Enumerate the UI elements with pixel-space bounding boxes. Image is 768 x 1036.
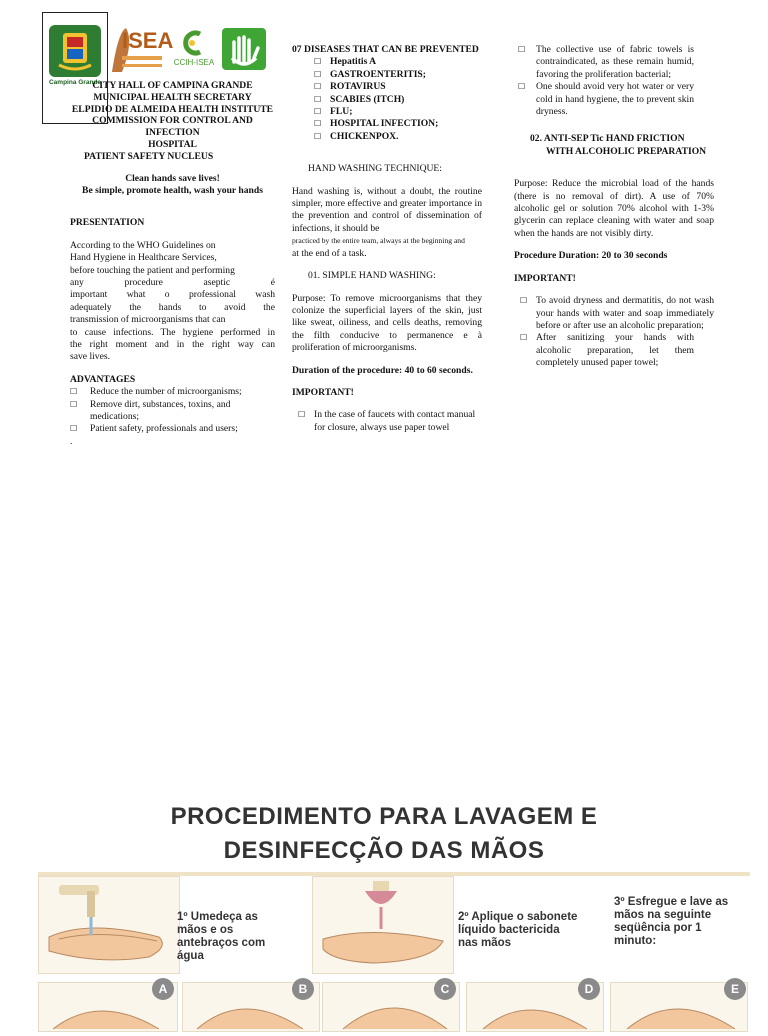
text-line: to cause infections. The hygiene performed in (70, 326, 275, 338)
antisep-purpose: Purpose: Reduce the microbial load of the hands (there is no removal of dirt). A use of 70% alcoholic gel or solution 70% alcohol with 1-3% glycerin can replace cleaning with water and soap when the hands are not visibly dirty. (514, 178, 714, 239)
towel-notes-list (514, 44, 714, 118)
procedure-title-line: PROCEDIMENTO PARA LAVAGEM E (170, 803, 598, 830)
text-line: According to the WHO Guidelines on (70, 239, 216, 251)
header-line: COMMISSION FOR CONTROL AND INFECTION (92, 115, 253, 139)
advantages-heading: ADVANTAGES (70, 373, 136, 385)
list-item: ☐ After sanitizing your hands with alcoholic preparation, let them completely unused paper towel; (520, 332, 714, 369)
procedure-title-line: DESINFECÇÃO DAS MÃOS (223, 837, 545, 864)
header-line: PATIENT SAFETY NUCLEUS (84, 150, 214, 162)
presentation-heading: PRESENTATION (70, 217, 145, 229)
diseases-list (292, 56, 482, 143)
list-item: ☐ Reduce the number of microorganisms; (70, 386, 275, 398)
ccih-wordmark: CCIH-ISEA (173, 58, 215, 67)
faucet-hands-icon (39, 877, 179, 973)
city-crest-icon (49, 25, 101, 77)
list-item: ☐ To avoid dryness and dermatitis, do not wash your hands with water and soap immediately before or after use an alcoholic preparation; (520, 295, 714, 332)
column-two (292, 44, 482, 434)
technique-text: Hand washing is, without a doubt, the routine simpler, more effective and greater importance in the prevention and control of dissemination of infections, it should be (292, 185, 482, 234)
presentation-text (70, 240, 275, 364)
technique-end-text: at the end of a task. (292, 247, 367, 259)
hand-hygiene-icon (222, 28, 266, 70)
step-one-illustration (38, 876, 180, 974)
ccih-logo (172, 28, 216, 72)
substep-c-badge: C (434, 978, 456, 1000)
text-line: any procedure aseptic é (70, 277, 275, 289)
antisep-heading-line: 02. ANTI-SEP Tic HAND FRICTION (530, 133, 685, 145)
step-two-illustration (312, 876, 454, 974)
diseases-heading: 07 DISEASES THAT CAN BE PREVENTED (292, 44, 479, 55)
antisep-heading-line: WITH ALCOHOLIC PREPARATION (546, 145, 707, 157)
list-item: ☐ Patient safety, professionals and users; (70, 423, 275, 435)
substep-e-badge: E (724, 978, 746, 1000)
list-item: ☐ One should avoid very hot water or very cold in hand hygiene, the to prevent skin dryness. (518, 81, 714, 118)
simple-washing-purpose: Purpose: To remove microorganisms that they colonize the superficial layers of the skin, just like sweat, oiliness, and cells deaths, removing the filth conducive to permanence e à proliferation of microorganisms. (292, 292, 482, 354)
substep-b-badge: B (292, 978, 314, 1000)
important-list (514, 295, 714, 369)
list-item: ☐ SCABIES (ITCH) (314, 94, 482, 106)
header-line: HOSPITAL (148, 138, 197, 150)
slogan-line: Clean hands save lives! (125, 172, 220, 184)
header-block (70, 80, 275, 163)
text-line: before touching the patient and performing (70, 264, 235, 276)
antisep-duration: Procedure Duration: 20 to 30 seconds (514, 250, 668, 262)
substep-d-badge: D (578, 978, 600, 1000)
column-three (514, 44, 714, 370)
technique-heading: HAND WASHING TECHNIQUE: (308, 163, 442, 175)
isea-wordmark: ISEA (122, 28, 174, 53)
trailing-mark: . (70, 435, 73, 447)
text-line: the right moment and in the right way can (70, 339, 275, 351)
important-heading: IMPORTANT! (514, 272, 576, 284)
procedure-title (0, 800, 768, 868)
important-heading: IMPORTANT! (292, 386, 354, 398)
list-item: ☐ The collective use of fabric towels is contraindicated, as these remain humid, favoring the proliferation bacterial; (518, 44, 714, 81)
simple-washing-heading: 01. SIMPLE HAND WASHING: (308, 270, 436, 282)
isea-logo (108, 22, 174, 76)
advantages-list (70, 386, 275, 436)
list-item: ☐ Remove dirt, substances, toxins, and medications; (70, 399, 275, 424)
list-item: ☐ HOSPITAL INFECTION; (314, 118, 482, 130)
slogan-line: Be simple, promote health, wash your hands (82, 184, 263, 196)
text-line: adequately the hands to avoid the (70, 301, 275, 313)
logo-caption: Campina Grande (48, 79, 101, 86)
list-item: ☐ In the case of faucets with contact manual for closure, always use paper towel (298, 409, 482, 434)
soap-dispenser-icon (313, 877, 453, 973)
list-item: ☐ FLU; (314, 106, 482, 118)
simple-washing-duration: Duration of the procedure: 40 to 60 seconds. (292, 364, 473, 376)
column-one (70, 80, 275, 448)
text-line: transmission of microorganisms that can (70, 314, 226, 326)
text-line: save lives. (70, 351, 110, 363)
list-item: ☐ ROTAVIRUS (314, 81, 482, 93)
technique-small-text: practiced by the entire team, always at the beginning and (292, 236, 465, 246)
header-line: MUNICIPAL HEALTH SECRETARY (93, 91, 252, 103)
important-list (292, 409, 482, 434)
step-three-text: 3º Esfregue e lave as mãos na seguinte seqüência por 1 minuto: (614, 896, 729, 947)
antisep-heading (514, 133, 714, 158)
list-item: ☐ GASTROENTERITIS; (314, 69, 482, 81)
step-two-text: 2º Aplique o sabonete líquido bactericida nas mãos (458, 911, 578, 949)
text-line: important what o professional wash (70, 289, 275, 301)
text-line: Hand Hygiene in Healthcare Services, (70, 252, 217, 264)
substep-a-badge: A (152, 978, 174, 1000)
header-line: CITY HALL OF CAMPINA GRANDE (92, 80, 253, 91)
list-item: ☐ CHICKENPOX. (314, 131, 482, 143)
list-item: ☐ Hepatitis A (314, 56, 482, 68)
step-one-text: 1º Umedeça as mãos e os antebraços com água (177, 911, 266, 962)
header-line: ELPIDIO DE ALMEIDA HEALTH INSTITUTE (71, 103, 274, 115)
